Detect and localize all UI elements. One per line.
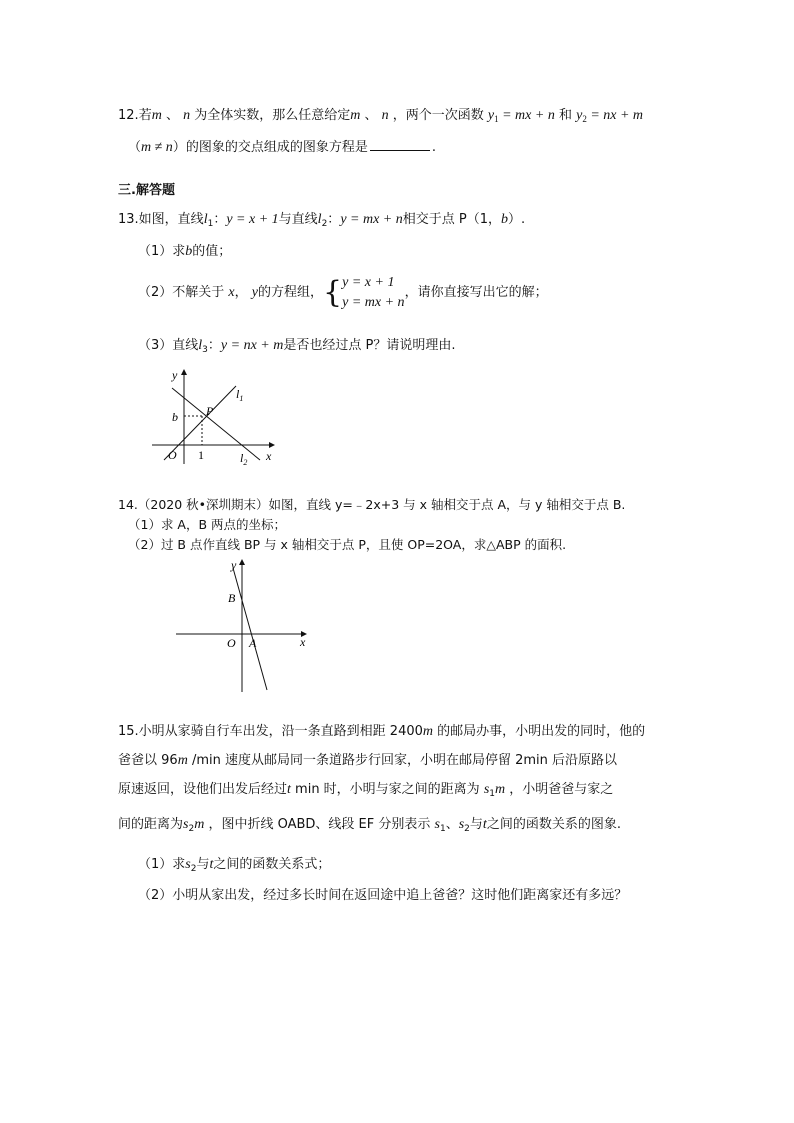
system-brace: { bbox=[323, 274, 343, 310]
q15-text: 间的距离为 bbox=[118, 817, 184, 832]
var-l: l bbox=[198, 338, 203, 353]
q15-line3 bbox=[118, 780, 613, 804]
var-s: s bbox=[483, 782, 490, 797]
q15-text: min 时，小明与家之间的距离为 bbox=[290, 782, 480, 797]
q14-figure bbox=[172, 554, 314, 696]
section-title: 三.解答题 bbox=[118, 183, 175, 198]
label-l2 bbox=[240, 451, 247, 467]
label-y: y bbox=[231, 558, 237, 572]
eq-y2 bbox=[576, 108, 643, 123]
q12-end: . bbox=[431, 140, 436, 155]
label-y: y bbox=[172, 368, 178, 382]
q13-part3 bbox=[138, 336, 455, 360]
subscript: 1 bbox=[439, 824, 446, 834]
q15-text: /min 速度从邮局同一条道路步行回家，小明在邮局停留 2min 后沿原路以 bbox=[187, 753, 618, 768]
q12-text: 和 bbox=[554, 108, 577, 123]
subscript: 2 bbox=[190, 864, 197, 874]
q15-text: ，图中折线 OABD、线段 EF 分别表示 bbox=[204, 817, 431, 832]
var-s: s bbox=[458, 817, 465, 832]
var-y: y bbox=[576, 108, 583, 123]
subscript: 2 bbox=[464, 824, 470, 834]
q12-sep: 、 bbox=[360, 108, 382, 123]
q13-part2 bbox=[138, 272, 548, 314]
q15-text: 与 bbox=[196, 857, 210, 872]
label-origin: O bbox=[168, 448, 177, 462]
q13-colon: ： bbox=[327, 212, 341, 227]
q13-text: ）. bbox=[508, 212, 526, 227]
var-y: y bbox=[487, 108, 495, 123]
unit-m: m bbox=[495, 782, 506, 797]
subscript: 3 bbox=[202, 345, 208, 355]
q13-part1 bbox=[138, 242, 231, 262]
q15-text: 原速返回，设他们出发后经过 bbox=[118, 782, 288, 797]
q13-text: 是否也经过点 P？请说明理由. bbox=[283, 338, 456, 353]
q13-colon: ： bbox=[213, 212, 227, 227]
equation-system bbox=[342, 273, 404, 313]
q12-text: 若 bbox=[138, 108, 152, 123]
label-l1 bbox=[236, 387, 243, 403]
q15-text: 的邮局办事，小明出发的同时，他的 bbox=[433, 724, 646, 739]
label-one: 1 bbox=[198, 448, 204, 462]
q13-text: （2）不解关于 bbox=[138, 285, 225, 300]
var-m: m bbox=[151, 108, 162, 123]
var-t: t bbox=[482, 817, 487, 832]
line-l2 bbox=[172, 388, 260, 460]
q12-line1 bbox=[118, 106, 643, 129]
var-t: t bbox=[209, 857, 214, 872]
q15-text: 之间的函数关系式； bbox=[213, 857, 331, 872]
q13-text: ，请你直接写出它的解； bbox=[404, 285, 548, 300]
q15-line1 bbox=[118, 722, 645, 742]
q13-text: 13.如图，直线 bbox=[118, 212, 204, 227]
q13-colon: ： bbox=[207, 338, 221, 353]
eq-l2: y = mx + n bbox=[340, 212, 403, 227]
subscript: 2 bbox=[321, 219, 328, 229]
label-b: B bbox=[228, 591, 236, 605]
q14-part2: （2）过 B 点作直线 BP 与 x 轴相交于点 P，且使 OP=2OA，求△ABP 的面积. bbox=[128, 537, 567, 552]
q13-text: 的方程组， bbox=[258, 285, 324, 300]
q12-number: 12. bbox=[118, 108, 139, 123]
label-a: A bbox=[249, 636, 257, 650]
q13-text: 相交于点 P（1， bbox=[402, 212, 501, 227]
var-y: y bbox=[251, 285, 259, 300]
var-x: x bbox=[228, 285, 235, 300]
label-x: x bbox=[300, 635, 306, 649]
q15-line4 bbox=[118, 815, 621, 839]
label-l1-letter: l bbox=[236, 387, 240, 401]
subscript: 2 bbox=[188, 824, 195, 834]
var-n: n bbox=[381, 108, 389, 123]
q13-text: 与直线 bbox=[278, 212, 318, 227]
var-m: m bbox=[350, 108, 361, 123]
q12-text: ，两个一次函数 bbox=[388, 108, 488, 123]
q13-figure bbox=[148, 364, 280, 468]
system-eq1: y = x + 1 bbox=[342, 274, 395, 290]
q12-text: ）的图象的交点组成的图象方程是 bbox=[172, 140, 368, 155]
q12-line2: （m ≠ n）的图象的交点组成的图象方程是 . bbox=[128, 140, 436, 155]
eq-l3: y = nx + m bbox=[220, 338, 284, 353]
q12-text: 为全体实数，那么任意给定 bbox=[190, 108, 351, 123]
eq-rhs: = mx + n bbox=[498, 108, 555, 123]
q14-part1: （1）求 A，B 两点的坐标； bbox=[128, 517, 287, 532]
q15-text: 、 bbox=[445, 817, 459, 832]
line-ab bbox=[233, 568, 267, 690]
q12-sep: 、 bbox=[161, 108, 184, 123]
subscript: 2 bbox=[582, 114, 587, 124]
q15-part2: （2）小明从家出发，经过多长时间在返回途中追上爸爸？这时他们距离家还有多远？ bbox=[138, 888, 628, 903]
var-s: s bbox=[434, 817, 440, 832]
q13-text: （1）求 bbox=[138, 244, 186, 259]
var-n: n bbox=[183, 108, 191, 123]
var-l: l bbox=[203, 212, 208, 227]
system-eq2: y = mx + n bbox=[342, 294, 405, 310]
q15-line2 bbox=[118, 751, 617, 771]
eq-y1 bbox=[488, 108, 555, 123]
subscript: 1 bbox=[207, 219, 214, 229]
unit-m: m bbox=[177, 753, 188, 768]
eq-l1: y = x + 1 bbox=[226, 212, 279, 227]
q15-text: 之间的函数关系的图象. bbox=[486, 817, 621, 832]
label-origin: O bbox=[227, 636, 236, 650]
q15-text: ，小明爸爸与家之 bbox=[505, 782, 614, 797]
var-s: s bbox=[185, 857, 191, 872]
subscript: 1 bbox=[494, 114, 499, 124]
unit-m: m bbox=[194, 817, 205, 832]
label-p: P bbox=[206, 404, 214, 418]
var-b: b bbox=[185, 244, 193, 259]
var-s: s bbox=[183, 817, 189, 832]
unit-m: m bbox=[422, 724, 434, 739]
q15-part1 bbox=[138, 855, 330, 879]
var-b: b bbox=[501, 212, 508, 227]
q13-intro bbox=[118, 210, 525, 234]
subscript: 1 bbox=[489, 789, 496, 799]
label-l2-sub: 2 bbox=[243, 458, 248, 467]
label-b: b bbox=[172, 410, 178, 424]
q15-text: （1）求 bbox=[138, 857, 186, 872]
q13-text: ， bbox=[234, 285, 248, 300]
q15-text: 爸爸以 96 bbox=[118, 753, 178, 768]
label-l2-letter: l bbox=[240, 451, 244, 465]
q15-text: 与 bbox=[469, 817, 483, 832]
q13-text: 的值； bbox=[192, 244, 232, 259]
q12-condition: m ≠ n bbox=[141, 140, 173, 155]
var-l: l bbox=[317, 212, 322, 227]
q15-text: 15.小明从家骑自行车出发，沿一条直路到相距 2400 bbox=[118, 724, 423, 739]
answer-blank[interactable] bbox=[370, 138, 430, 151]
label-x: x bbox=[266, 449, 272, 463]
var-t: t bbox=[287, 782, 291, 797]
q13-text: （3）直线 bbox=[138, 338, 199, 353]
eq-rhs: = nx + m bbox=[586, 108, 644, 123]
q14-intro: 14.（2020 秋•深圳期末）如图，直线 y=﹣2x+3 与 x 轴相交于点 A，与 y 轴相交于点 B. bbox=[118, 497, 626, 512]
label-l1-sub: 1 bbox=[239, 394, 244, 403]
